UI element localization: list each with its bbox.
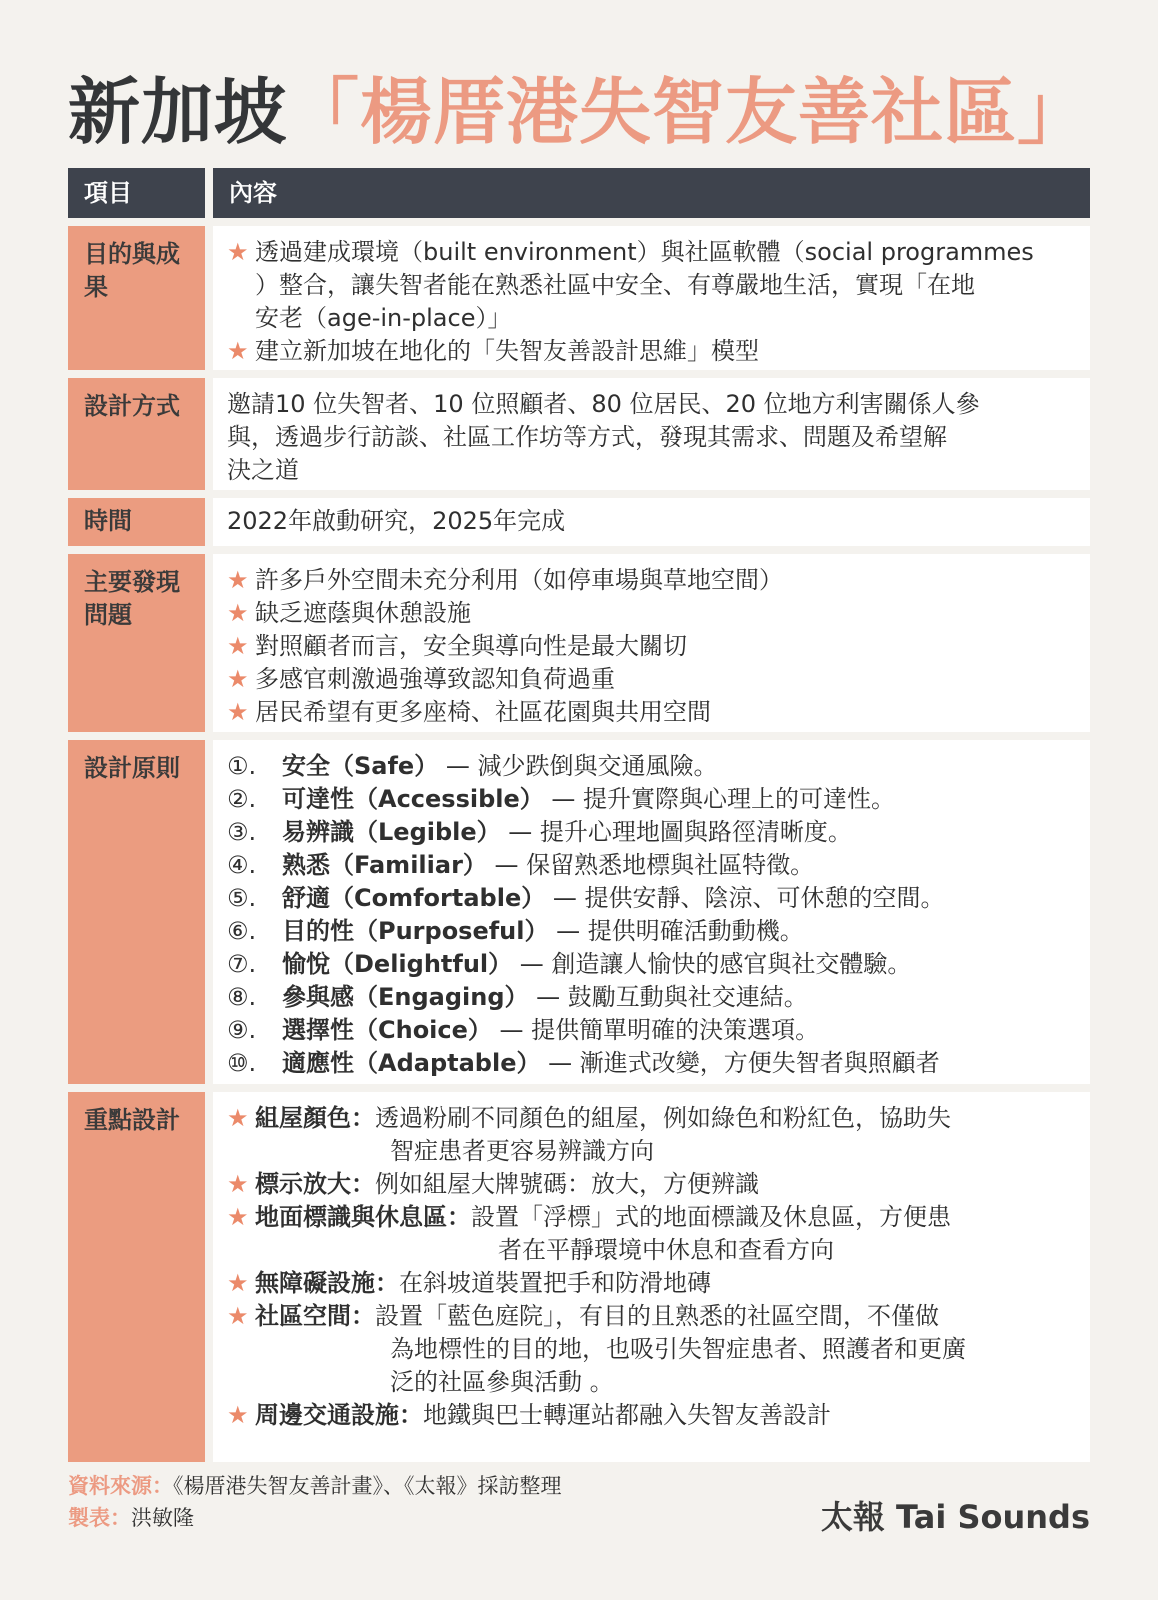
- feature-item: [227, 1399, 1076, 1432]
- principle-item: [227, 816, 1076, 849]
- row-time: [68, 498, 1090, 546]
- row-label: 目的與成果: [68, 226, 205, 370]
- principle-number: ①.: [227, 752, 257, 780]
- feature-item: [227, 1102, 1076, 1168]
- principle-number: ③.: [227, 818, 257, 846]
- principle-desc: — 鼓勵互動與社交連結。: [528, 983, 808, 1011]
- principle-item: [227, 1047, 1076, 1080]
- row-features: [68, 1092, 1090, 1462]
- row-label: 設計方式: [68, 378, 205, 490]
- principle-desc: — 提升實際與心理上的可達性。: [543, 785, 896, 813]
- principle-number: ⑤.: [227, 884, 257, 912]
- principle-name: 熟悉（Familiar）: [282, 851, 487, 879]
- item-line: 對照顧者而言，安全與導向性是最大關切: [255, 632, 687, 660]
- feature-heading: 周邊交通設施：: [255, 1401, 423, 1429]
- row-findings: [68, 554, 1090, 732]
- brand-logo: 太報 Tai Sounds: [820, 1498, 1090, 1536]
- principle-number: ④.: [227, 851, 257, 879]
- list-item: [227, 696, 1076, 729]
- star-icon: ★: [227, 337, 249, 365]
- principle-item: [227, 882, 1076, 915]
- principle-number: ⑥.: [227, 917, 257, 945]
- principle-number: ⑦.: [227, 950, 257, 978]
- header-content: 內容: [213, 168, 1090, 218]
- principle-item: [227, 783, 1076, 816]
- feature-text: 泛的社區參與活動 。: [390, 1368, 614, 1396]
- content-line: 2022年啟動研究，2025年完成: [227, 507, 566, 535]
- list-item: [227, 564, 1076, 597]
- star-icon: ★: [227, 1104, 249, 1132]
- feature-heading: 無障礙設施：: [255, 1269, 399, 1297]
- principle-desc: — 保留熟悉地標與社區特徵。: [486, 851, 815, 879]
- principle-desc: — 漸進式改變，方便失智者與照顧者: [540, 1049, 940, 1077]
- star-icon: ★: [227, 599, 249, 627]
- feature-heading: 社區空間：: [255, 1302, 375, 1330]
- feature-text: 設置「浮標」式的地面標識及休息區，方便患: [471, 1203, 951, 1231]
- title-prefix: 新加坡: [68, 70, 288, 154]
- feature-item: [227, 1201, 1076, 1267]
- star-icon: ★: [227, 1170, 249, 1198]
- principle-desc: — 提供安靜、陰涼、可休憩的空間。: [545, 884, 945, 912]
- maker-label: 製表：: [68, 1506, 131, 1530]
- item-line: 透過建成環境（built environment）與社區軟體（social programmes: [255, 238, 1034, 266]
- principle-item: [227, 849, 1076, 882]
- feature-text: 例如組屋大牌號碼：放大，方便辨識: [375, 1170, 759, 1198]
- item-line: 缺乏遮蔭與休憩設施: [255, 599, 471, 627]
- feature-text: 智症患者更容易辨識方向: [390, 1137, 654, 1165]
- page-title: [68, 62, 1108, 162]
- list-item: [227, 597, 1076, 630]
- principle-name: 易辨識（Legible）: [282, 818, 501, 846]
- principle-number: ⑨.: [227, 1016, 257, 1044]
- feature-item: [227, 1267, 1076, 1300]
- item-line: ）整合，讓失智者能在熟悉社區中安全、有尊嚴地生活，實現「在地: [255, 271, 975, 299]
- principle-item: [227, 1014, 1076, 1047]
- row-content: [213, 498, 1090, 546]
- principle-desc: — 提升心理地圖與路徑清晰度。: [500, 818, 852, 846]
- table-header: [68, 168, 1090, 218]
- row-content: [213, 378, 1090, 490]
- feature-text: 設置「藍色庭院」，有目的且熟悉的社區空間，不僅做: [375, 1302, 939, 1330]
- row-content: [213, 226, 1090, 370]
- feature-text: 透過粉刷不同顏色的組屋，例如綠色和粉紅色，協助失: [375, 1104, 951, 1132]
- content-line: 決之道: [227, 456, 299, 484]
- principle-number: ⑧.: [227, 983, 257, 1011]
- maker-text: 洪敏隆: [131, 1506, 194, 1530]
- item-line: 居民希望有更多座椅、社區花園與共用空間: [255, 698, 711, 726]
- principle-item: [227, 981, 1076, 1014]
- list-item: [227, 236, 1076, 335]
- row-label: 設計原則: [68, 740, 205, 1084]
- principle-name: 舒適（Comfortable）: [282, 884, 546, 912]
- principle-name: 選擇性（Choice）: [282, 1016, 492, 1044]
- row-content: [213, 1092, 1090, 1462]
- row-label: 主要發現問題: [68, 554, 205, 732]
- source-text: 《楊厝港失智友善計畫》、《太報》採訪整理: [173, 1474, 562, 1498]
- row-content: [213, 740, 1090, 1084]
- principle-name: 目的性（Purposeful）: [282, 917, 549, 945]
- principle-number: ⑩.: [227, 1049, 257, 1077]
- list-item: [227, 663, 1076, 696]
- row-content: [213, 554, 1090, 732]
- source-note: [68, 1470, 562, 1534]
- row-label: 時間: [68, 498, 205, 546]
- star-icon: ★: [227, 698, 249, 726]
- star-icon: ★: [227, 1203, 249, 1231]
- feature-heading: 地面標識與休息區：: [255, 1203, 471, 1231]
- principle-desc: — 減少跌倒與交通風險。: [438, 752, 718, 780]
- row-label: 重點設計: [68, 1092, 205, 1462]
- source-label: 資料來源：: [68, 1474, 173, 1498]
- content-line: 與，透過步行訪談、社區工作坊等方式，發現其需求、問題及希望解: [227, 423, 947, 451]
- star-icon: ★: [227, 1401, 249, 1429]
- principle-desc: — 提供簡單明確的決策選項。: [491, 1016, 820, 1044]
- header-item: 項目: [68, 168, 205, 218]
- feature-item: [227, 1168, 1076, 1201]
- star-icon: ★: [227, 665, 249, 693]
- star-icon: ★: [227, 1302, 249, 1330]
- principle-name: 安全（Safe）: [282, 752, 439, 780]
- item-line: 建立新加坡在地化的「失智友善設計思維」模型: [255, 337, 759, 365]
- star-icon: ★: [227, 238, 249, 266]
- star-icon: ★: [227, 632, 249, 660]
- row-method: [68, 378, 1090, 490]
- principle-name: 參與感（Engaging）: [282, 983, 529, 1011]
- feature-text: 在斜坡道裝置把手和防滑地磚: [399, 1269, 711, 1297]
- row-principles: [68, 740, 1090, 1084]
- principle-desc: — 提供明確活動動機。: [548, 917, 804, 945]
- item-line: 安老（age-in-place）」: [255, 304, 512, 332]
- principle-name: 可達性（Accessible）: [282, 785, 544, 813]
- feature-text: 地鐵與巴士轉運站都融入失智友善設計: [423, 1401, 831, 1429]
- list-item: [227, 630, 1076, 663]
- principle-item: [227, 948, 1076, 981]
- feature-heading: 標示放大：: [255, 1170, 375, 1198]
- feature-text: 為地標性的目的地，也吸引失智症患者、照護者和更廣: [390, 1335, 966, 1363]
- principle-number: ②.: [227, 785, 257, 813]
- item-line: 許多戶外空間未充分利用（如停車場與草地空間）: [255, 566, 783, 594]
- title-highlight: 「楊厝港失智友善社區」: [287, 70, 1091, 154]
- principle-item: [227, 750, 1076, 783]
- principle-name: 適應性（Adaptable）: [282, 1049, 541, 1077]
- item-line: 多感官刺激過強導致認知負荷過重: [255, 665, 615, 693]
- feature-text: 者在平靜環境中休息和查看方向: [498, 1236, 834, 1264]
- principle-desc: — 創造讓人愉快的感官與社交體驗。: [512, 950, 912, 978]
- feature-heading: 組屋顏色：: [255, 1104, 375, 1132]
- content-line: 邀請10 位失智者、10 位照顧者、80 位居民、20 位地方利害關係人參: [227, 390, 980, 418]
- principle-name: 愉悅（Delightful）: [282, 950, 513, 978]
- star-icon: ★: [227, 566, 249, 594]
- star-icon: ★: [227, 1269, 249, 1297]
- row-goals: [68, 226, 1090, 370]
- principle-item: [227, 915, 1076, 948]
- list-item: [227, 335, 1076, 368]
- feature-item: [227, 1300, 1076, 1399]
